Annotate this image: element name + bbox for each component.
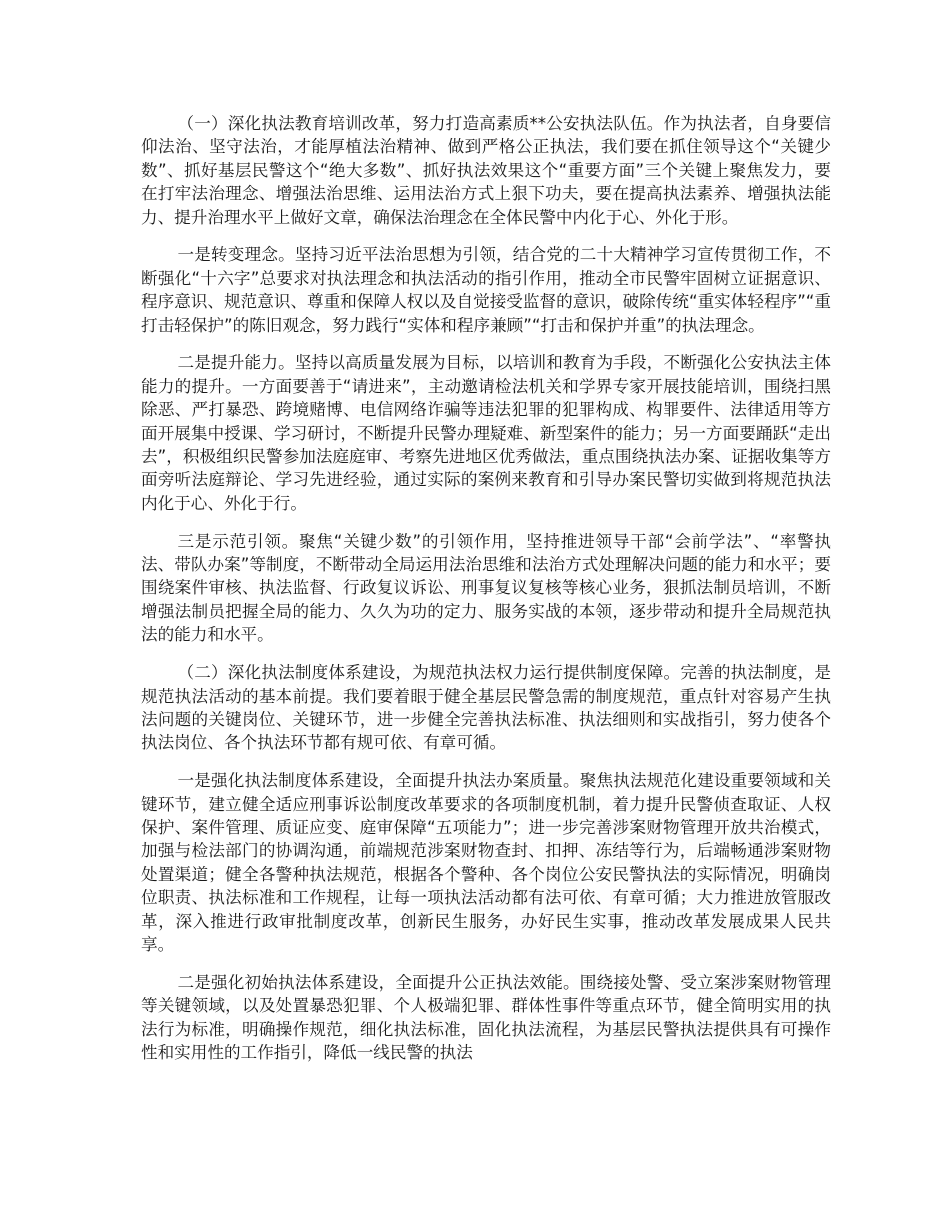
document-body bbox=[141, 112, 831, 1079]
paragraph-change-concept: 一是转变理念。坚持习近平法治思想为引领，结合党的二十大精神学习宣传贯彻工作，不断强化“十六字”总要求对执法理念和执法活动的指引作用，推动全市民警牢固树立证据意识、程序意识、规范意识、尊重和保障人权以及自觉接受监督的意识，破除传统“重实体轻程序”“重打击轻保护”的陈旧观念，努力践行“实体和程序兼顾”“打击和保护并重”的执法理念。 bbox=[141, 245, 831, 335]
paragraph-demonstration-lead: 三是示范引领。聚焦“关键少数”的引领作用，坚持推进领导干部“会前学法”、“率警执法、带队办案”等制度，不断带动全局运用法治思维和法治方式处理解决问题的能力和水平；要围绕案件审核、执法监督、行政复议诉讼、刑事复议复核等核心业务，狠抓法制员培训，不断增强法制员把握全局的能力、久久为功的定力、服务实战的本领，逐步带动和提升全局规范执法的能力和水平。 bbox=[141, 531, 831, 645]
paragraph-initial-enforcement: 二是强化初始执法体系建设，全面提升公正执法效能。围绕接处警、受立案涉案财物管理等关键领域，以及处置暴恐犯罪、个人极端犯罪、群体性事件等重点环节，健全简明实用的执法行为标准，明确操作规范，细化执法标准，固化执法流程，为基层民警执法提供具有可操作性和实用性的工作指引，降低一线民警的执法 bbox=[141, 972, 831, 1062]
paragraph-section-two-intro: （二）深化执法制度体系建设，为规范执法权力运行提供制度保障。完善的执法制度，是规范执法活动的基本前提。我们要着眼于健全基层民警急需的制度规范，重点针对容易产生执法问题的关键岗位、关键环节，进一步健全完善执法标准、执法细则和实战指引，努力使各个执法岗位、各个执法环节都有规可依、有章可循。 bbox=[141, 663, 831, 753]
paragraph-section-one-intro: （一）深化执法教育培训改革，努力打造高素质**公安执法队伍。作为执法者，自身要信仰法治、坚守法治，才能厚植法治精神、做到严格公正执法，我们要在抓住领导这个“关键少数”、抓好基层民警这个“绝大多数”、抓好执法效果这个“重要方面”三个关键上聚焦发力，要在打牢法治理念、增强法治思维、运用法治方式上狠下功夫，要在提高执法素养、增强执法能力、提升治理水平上做好文章，确保法治理念在全体民警中内化于心、外化于形。 bbox=[141, 114, 831, 227]
paragraph-improve-ability: 二是提升能力。坚持以高质量发展为目标，以培训和教育为手段，不断强化公安执法主体能力的提升。一方面要善于“请进来”，主动邀请检法机关和学界专家开展技能培训，围绕扫黑除恶、严打暴恐、跨境赌博、电信网络诈骗等违法犯罪的犯罪构成、构罪要件、法律适用等方面开展集中授课、学习研讨，不断提升民警办理疑难、新型案件的能力；另一方面要踊跃“走出去”，积极组织民警参加法庭庭审、考察先进地区优秀做法，重点围绕执法办案、证据收集等方面旁听法庭辩论、学习先进经验，通过实际的案例来教育和引导办案民警切实做到将规范执法内化于心、外化于行。 bbox=[141, 353, 831, 513]
paragraph-institution-system: 一是强化执法制度体系建设，全面提升执法办案质量。聚焦执法规范化建设重要领域和关键环节，建立健全适应刑事诉讼制度改革要求的各项制度机制，着力提升民警侦查取证、人权保护、案件管理、质证应变、庭审保障“五项能力”；进一步完善涉案财物管理开放共治模式，加强与检法部门的协调沟通，前端规范涉案财物查封、扣押、冻结等行为，后端畅通涉案财物处置渠道；健全各警种执法规范，根据各个警种、各个岗位公安民警执法的实际情况，明确岗位职责、执法标准和工作规程，让每一项执法活动都有法可依、有章可循；大力推进放管服改革，深入推进行政审批制度改革，创新民生服务，办好民生实事，推动改革发展成果人民共享。 bbox=[141, 771, 831, 954]
